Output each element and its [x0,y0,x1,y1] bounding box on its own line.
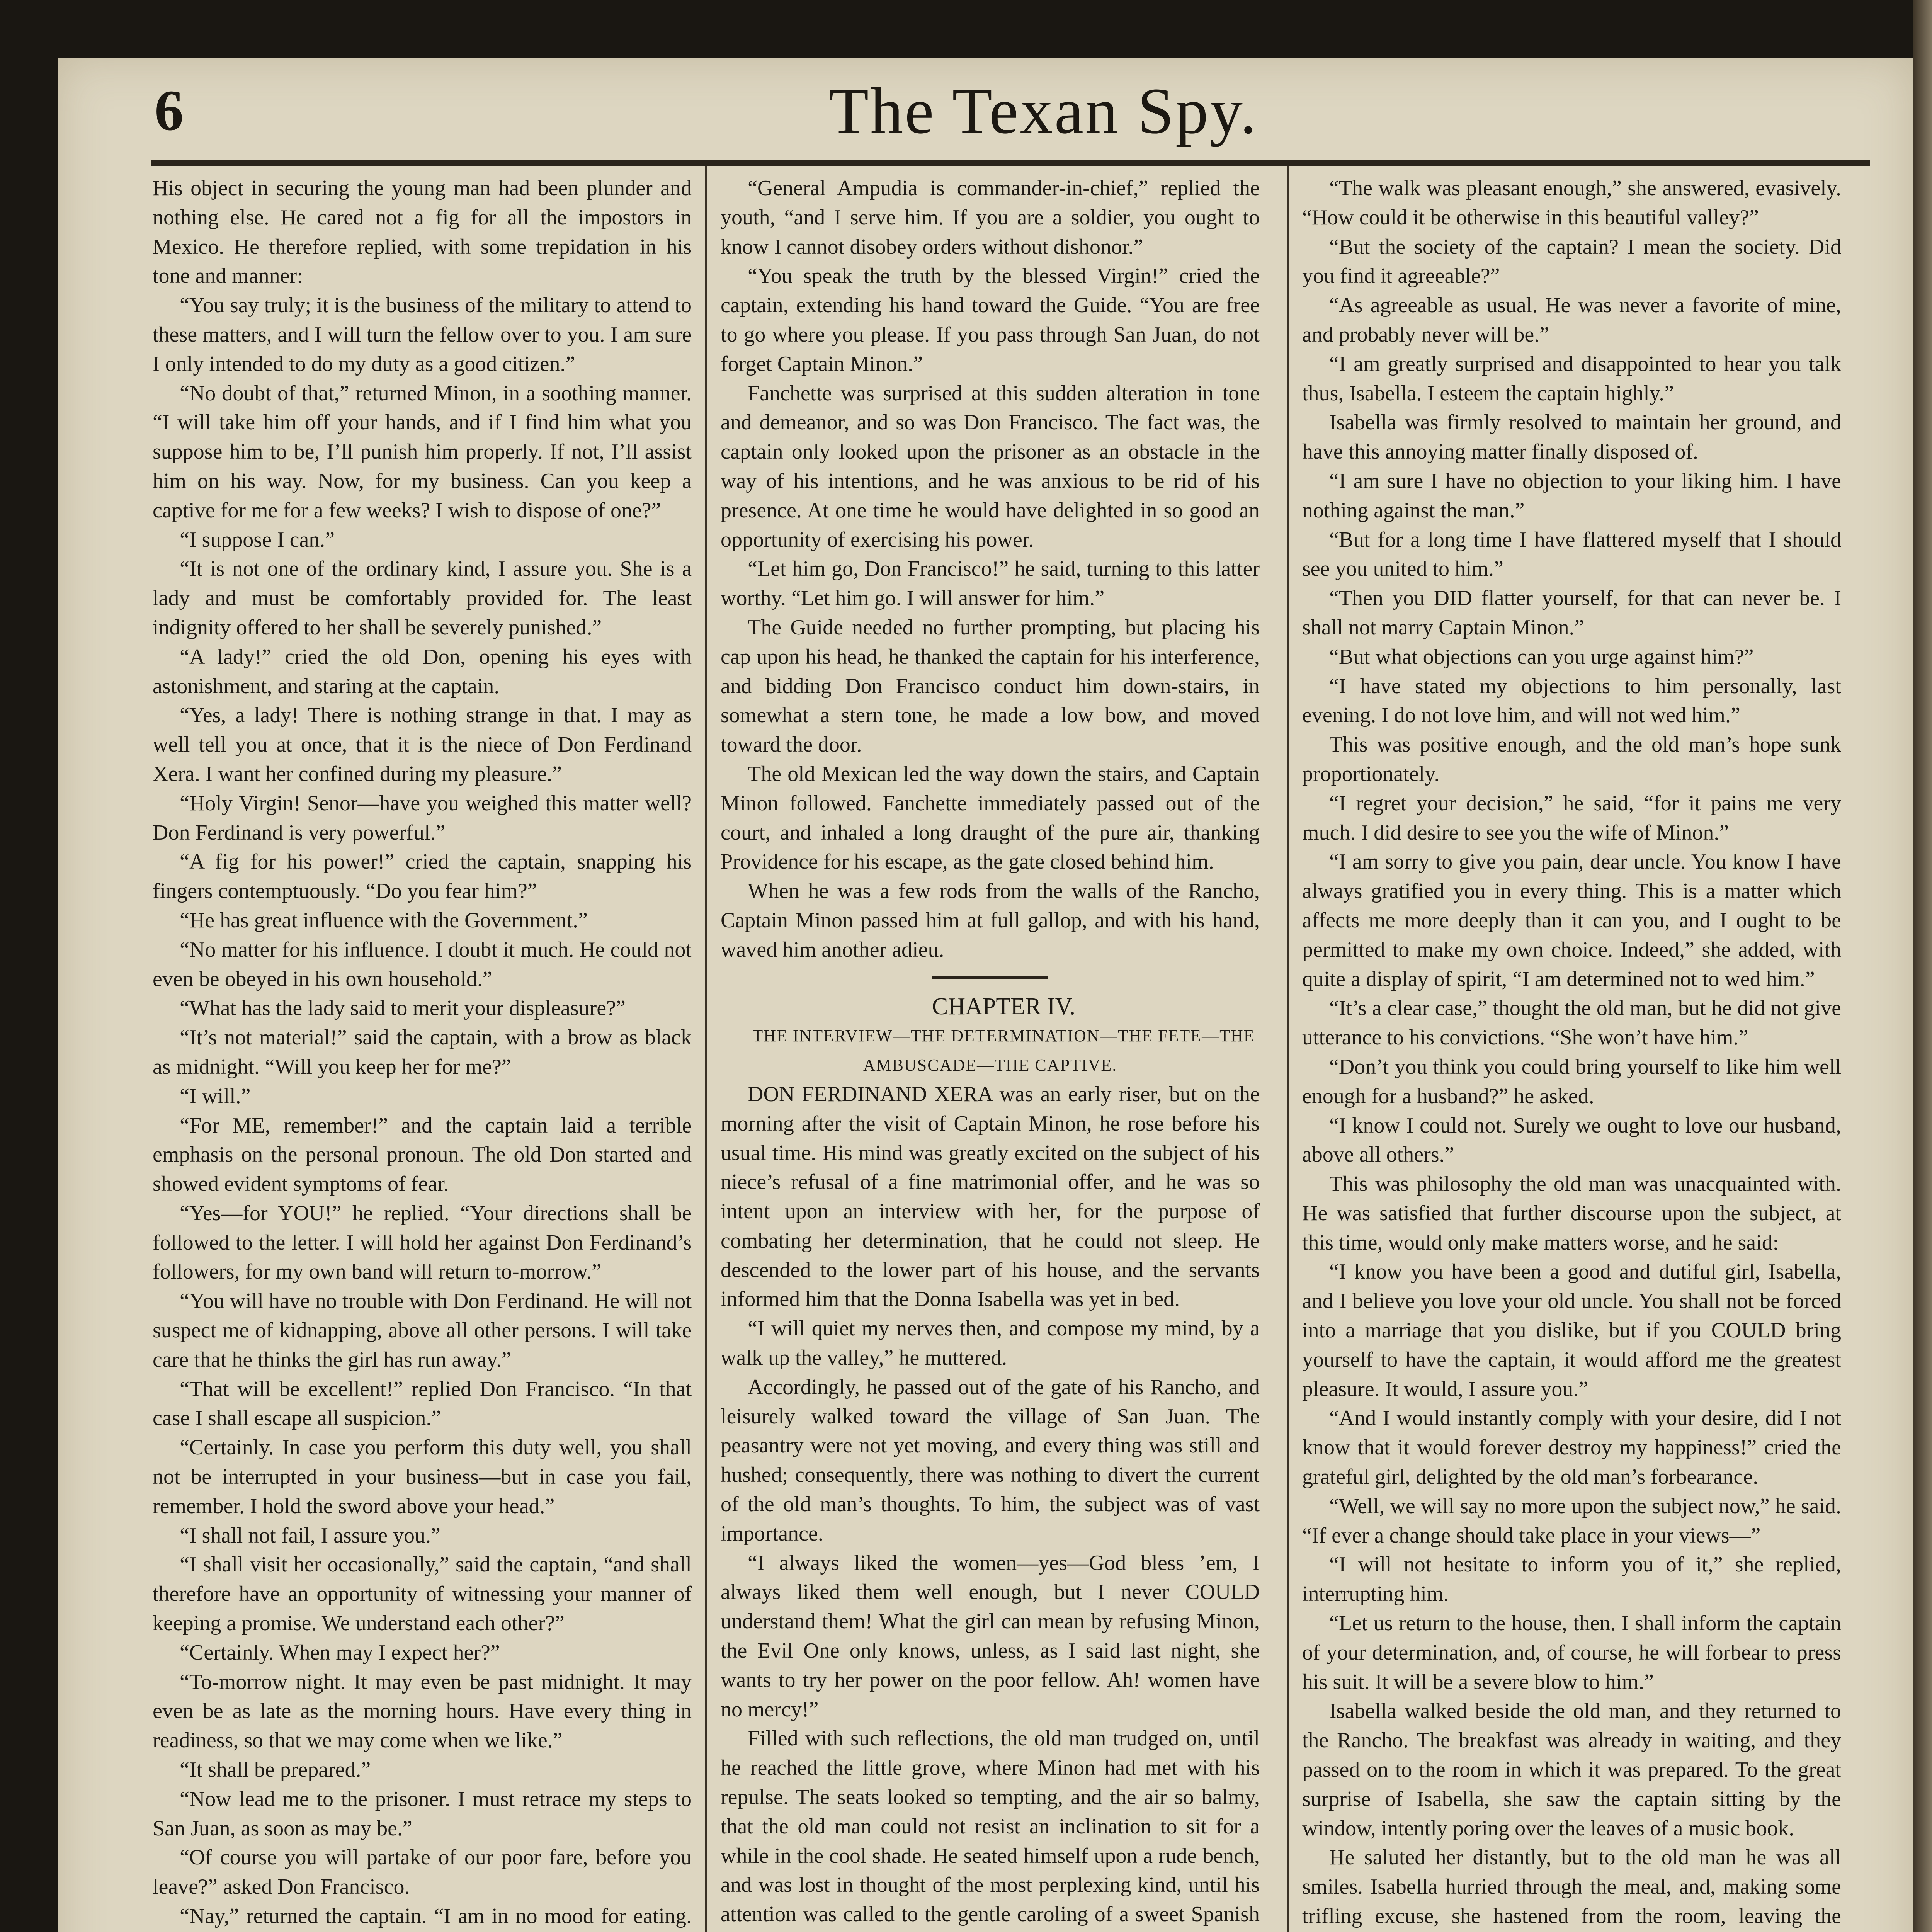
paragraph: “Nay,” returned the captain. “I am in no mood for eating. [180,1904,692,1929]
paragraph: “And I would instantly comply with your desire, did I not know that it would forever destroy my happiness!” cried the grateful girl, delighted by the old man’s forbearance. [1302,1406,1841,1489]
paragraph: Fanchette was surprised at this sudden alteration in tone and demeanor, and so was Don Francisco. The fact was, the captain only looked upon the prisoner as an obstacle in the way of his intentions, and he was anxious to be rid of his presence. At one time he would have delighted in so good an opportunity of exercising his power. [721,381,1260,552]
paragraph: “I will not hesitate to inform you of it,” she replied, interrupting him. [1302,1553,1841,1606]
chapter-subheading: THE INTERVIEW—THE DETERMINATION—THE FETE—THE AMBUSCADE—THE CAPTIVE. [752,1026,1255,1075]
paragraph: “Yes, a lady! There is nothing strange in that. I may as well tell you at once, that it is the niece of Don Ferdinand Xera. I want her confined during my pleasure.” [153,703,692,786]
paragraph: The old Mexican led the way down the stairs, and Captain Minon followed. Fanchette immediately passed out of the court, and inhaled a long draught of the pure air, thanking Providence for his escape, as the gate closed behind him. [721,762,1260,874]
paragraph: “A fig for his power!” cried the captain, snapping his fingers contemptuously. “Do you fear him?” [153,850,692,903]
paragraph: “Certainly. In case you perform this duty well, you shall not be interrupted in your business—but in case you fail, remember. I hold the sword above your head.” [153,1435,692,1518]
paragraph: His object in securing the young man had been plunder and nothing else. He cared not a fig for all the impostors in Mexico. He therefore replied, with some trepidation in his tone and manner: [153,176,692,288]
paragraph: “He has great influence with the Government.” [180,908,588,932]
paragraph: “Yes—for YOU!” he replied. “Your directions shall be followed to the letter. I will hold her against Don Ferdinand’s followers, for my own band will return to-morrow.” [153,1201,692,1284]
paragraph: “I am sorry to give you pain, dear uncle. You know I have always gratified you in every thing. This is a matter which affects me more deeply than it can you, and I ought to be permitted to make my own choice. Indeed,” she added, with quite a display of spirit, “I am determined not to wed him.” [1302,850,1841,991]
paragraph: “To-morrow night. It may even be past midnight. It may even be as late as the morning hours. Have every thing in readiness, so that we may come when we like.” [153,1670,692,1753]
paragraph: “I will quiet my nerves then, and compose my mind, by a walk up the valley,” he muttered. [721,1316,1260,1370]
paragraph: “It’s not material!” said the captain, with a brow as black as midnight. “Will you keep her for me?” [153,1026,692,1079]
paragraph: Isabella was firmly resolved to maintain her ground, and have this annoying matter finally disposed of. [1302,410,1841,464]
paragraph: “That will be excellent!” replied Don Francisco. “In that case I shall escape all suspicion.” [153,1377,692,1430]
paragraph: “You speak the truth by the blessed Virgin!” cried the captain, extending his hand toward the Guide. “You are free to go where you please. If you pass through San Juan, do not forget Captain Minon.” [721,264,1260,376]
paragraph: He saluted her distantly, but to the old man he was all smiles. Isabella hurried through the meal, and, making some trifling excuse, she hastened from the room, leaving the [1302,1845,1841,1929]
paragraph: “I am greatly surprised and disappointed to hear you talk thus, Isabella. I esteem the captain highly.” [1302,352,1841,405]
paragraph: “I shall not fail, I assure you.” [180,1523,440,1548]
paragraph: “You say truly; it is the business of the military to attend to these matters, and I will turn the fellow over to you. I am sure I only intended to do my duty as a good citizen.” [153,293,692,376]
paragraph: “It is not one of the ordinary kind, I assure you. She is a lady and must be comfortably provided for. The least indignity offered to her shall be severely punished.” [153,557,692,639]
paragraph: “But what objections can you urge against him?” [1329,645,1754,669]
paragraph: “Don’t you think you could bring yourself to like him well enough for a husband?” he asked. [1302,1054,1841,1108]
paragraph: “A lady!” cried the old Don, opening his eyes with astonishment, and staring at the captain. [153,645,692,698]
paragraph: “Of course you will partake of our poor fare, before you leave?” asked Don Francisco. [153,1845,692,1899]
text-column-2 [721,174,1260,1932]
paragraph: “I will.” [180,1084,251,1108]
paragraph: “It’s a clear case,” thought the old man, but he did not give utterance to his convictions. “She won’t have him.” [1302,996,1841,1050]
paragraph: “But the society of the captain? I mean the society. Did you find it agreeable?” [1302,235,1841,288]
paragraph: “I always liked the women—yes—God bless ’em, I always liked them well enough, but I never COULD understand them! What the girl can mean by refusing Minon, the Evil One only knows, unless, as I said last night, she wants to try her power on the poor fellow. Ah! women have no mercy!” [721,1551,1260,1721]
masthead-title: The Texan Spy. [828,75,1258,147]
paragraph: “It shall be prepared.” [180,1758,371,1782]
paragraph: Accordingly, he passed out of the gate of his Rancho, and leisurely walked toward the village of San Juan. The peasantry were not yet moving, and every thing was still and hushed; consequently, there was nothing to divert the current of the old man’s thoughts. To him, the subject was of vast importance. [721,1375,1260,1546]
paragraph: “Certainly. When may I expect her?” [180,1640,500,1665]
paragraph: “For ME, remember!” and the captain laid a terrible emphasis on the personal pronoun. The old Don started and showed evident symptoms of fear. [153,1113,692,1196]
binding-edge [1913,0,1932,1932]
column-divider [1287,166,1289,1932]
text-column-3 [1302,174,1841,1932]
text-column-1 [153,174,692,1932]
paragraph: The Guide needed no further prompting, but placing his cap upon his head, he thanked the captain for his interference, and bidding Don Francisco conduct him down-stairs, in somewhat a stern tone, he made a low bow, and moved toward the door. [721,615,1260,757]
paragraph: When he was a few rods from the walls of the Rancho, Captain Minon passed him at full gallop, and with his hand, waved him another adieu. [721,879,1260,962]
paragraph: “Holy Virgin! Senor—have you weighed this matter well? Don Ferdinand is very powerful.” [153,791,692,845]
paragraph: “Let him go, Don Francisco!” he said, turning to this latter worthy. “Let him go. I will answer for him.” [721,557,1260,611]
paragraph: “What has the lady said to merit your displeasure?” [180,996,626,1020]
paragraph: “General Ampudia is commander-in-chief,” replied the youth, “and I serve him. If you are a soldier, you ought to know I cannot disobey orders without dishonor.” [721,176,1260,259]
page-number: 6 [155,78,184,143]
chapter-heading: CHAPTER IV. [932,993,1075,1020]
paragraph: This was positive enough, and the old man’s hope sunk proportionately. [1302,733,1841,786]
paragraph: “Then you DID flatter yourself, for that can never be. I shall not marry Captain Minon.” [1302,586,1841,639]
paragraph: “I have stated my objections to him personally, last evening. I do not love him, and will not wed him.” [1302,674,1841,728]
paragraph: Filled with such reflections, the old man trudged on, until he reached the little grove, where Minon had met with his repulse. The seats looked so tempting, and the air so balmy, that the old man could not resist an inclination to sit for a while in the cool shade. He seated himself upon a rude bench, and was lost in thought of the most perplexing kind, until his attention was called to the gentle caroling of a sweet Spanish [721,1726,1260,1927]
paragraph: “Let us return to the house, then. I shall inform the captain of your determination, and, of course, he will forbear to press his suit. It will be a severe blow to him.” [1302,1611,1841,1694]
paragraph: Isabella walked beside the old man, and they returned to the Rancho. The breakfast was already in waiting, and they passed on to the room in which it was prepared. To the great surprise of Isabella, she saw the captain sitting by the window, intently poring over the leaves of a music book. [1302,1699,1841,1840]
column-divider [705,166,707,1932]
paragraph: “You will have no trouble with Don Ferdinand. He will not suspect me of kidnapping, above all other persons. I will take care that he thinks the girl has run away.” [153,1289,692,1372]
header-rule [151,160,1870,166]
paragraph: “I regret your decision,” he said, “for it pains me very much. I did desire to see you the wife of Minon.” [1302,791,1841,845]
paragraph: “I shall visit her occasionally,” said the captain, “and shall therefore have an opportunity of witnessing your manner of keeping a promise. We understand each other?” [153,1553,692,1636]
paragraph: “As agreeable as usual. He was never a favorite of mine, and probably never will be.” [1302,293,1841,347]
paragraph: “But for a long time I have flattered myself that I should see you united to him.” [1302,527,1841,581]
paragraph: This was philosophy the old man was unacquainted with. He was satisfied that further discourse upon the subject, at this time, would only make matters worse, and he said: [1302,1172,1841,1255]
section-rule [932,976,1048,979]
paragraph: “I suppose I can.” [180,527,335,552]
paragraph: “No matter for his influence. I doubt it much. He could not even be obeyed in his own household.” [153,937,692,991]
paragraph: “I know I could not. Surely we ought to love our husband, above all others.” [1302,1113,1841,1167]
paragraph: “I know you have been a good and dutiful girl, Isabella, and I believe you love your old uncle. You shall not be forced into a marriage that you dislike, but if you COULD bring yourself to have the captain, it would afford me the greatest pleasure. It would, I assure you.” [1302,1260,1841,1401]
paragraph: DON FERDINAND XERA was an early riser, but on the morning after the visit of Captain Minon, he rose before his usual time. His mind was greatly excited on the subject of his niece’s refusal of a fine matrimonial offer, and he was so intent upon an interview with her, for the purpose of combating her determination, that he could not sleep. He descended to the lower part of his house, and the servants informed him that the Donna Isabella was yet in bed. [721,1082,1260,1311]
paragraph: “I am sure I have no objection to your liking him. I have nothing against the man.” [1302,469,1841,522]
paragraph: “The walk was pleasant enough,” she answered, evasively. “How could it be otherwise in this beautiful valley?” [1302,176,1841,230]
paragraph: “No doubt of that,” returned Minon, in a soothing manner. “I will take him off your hands, and if I find him what you suppose him to be, I’ll punish him properly. If not, I’ll assist him on his way. Now, for my business. Can you keep a captive for me for a few weeks? I wish to dispose of one?” [153,381,692,522]
paragraph: “Well, we will say no more upon the subject now,” he said. “If ever a change should take place in your views—” [1302,1494,1841,1548]
paragraph: “Now lead me to the prisoner. I must retrace my steps to San Juan, as soon as may be.” [153,1787,692,1840]
